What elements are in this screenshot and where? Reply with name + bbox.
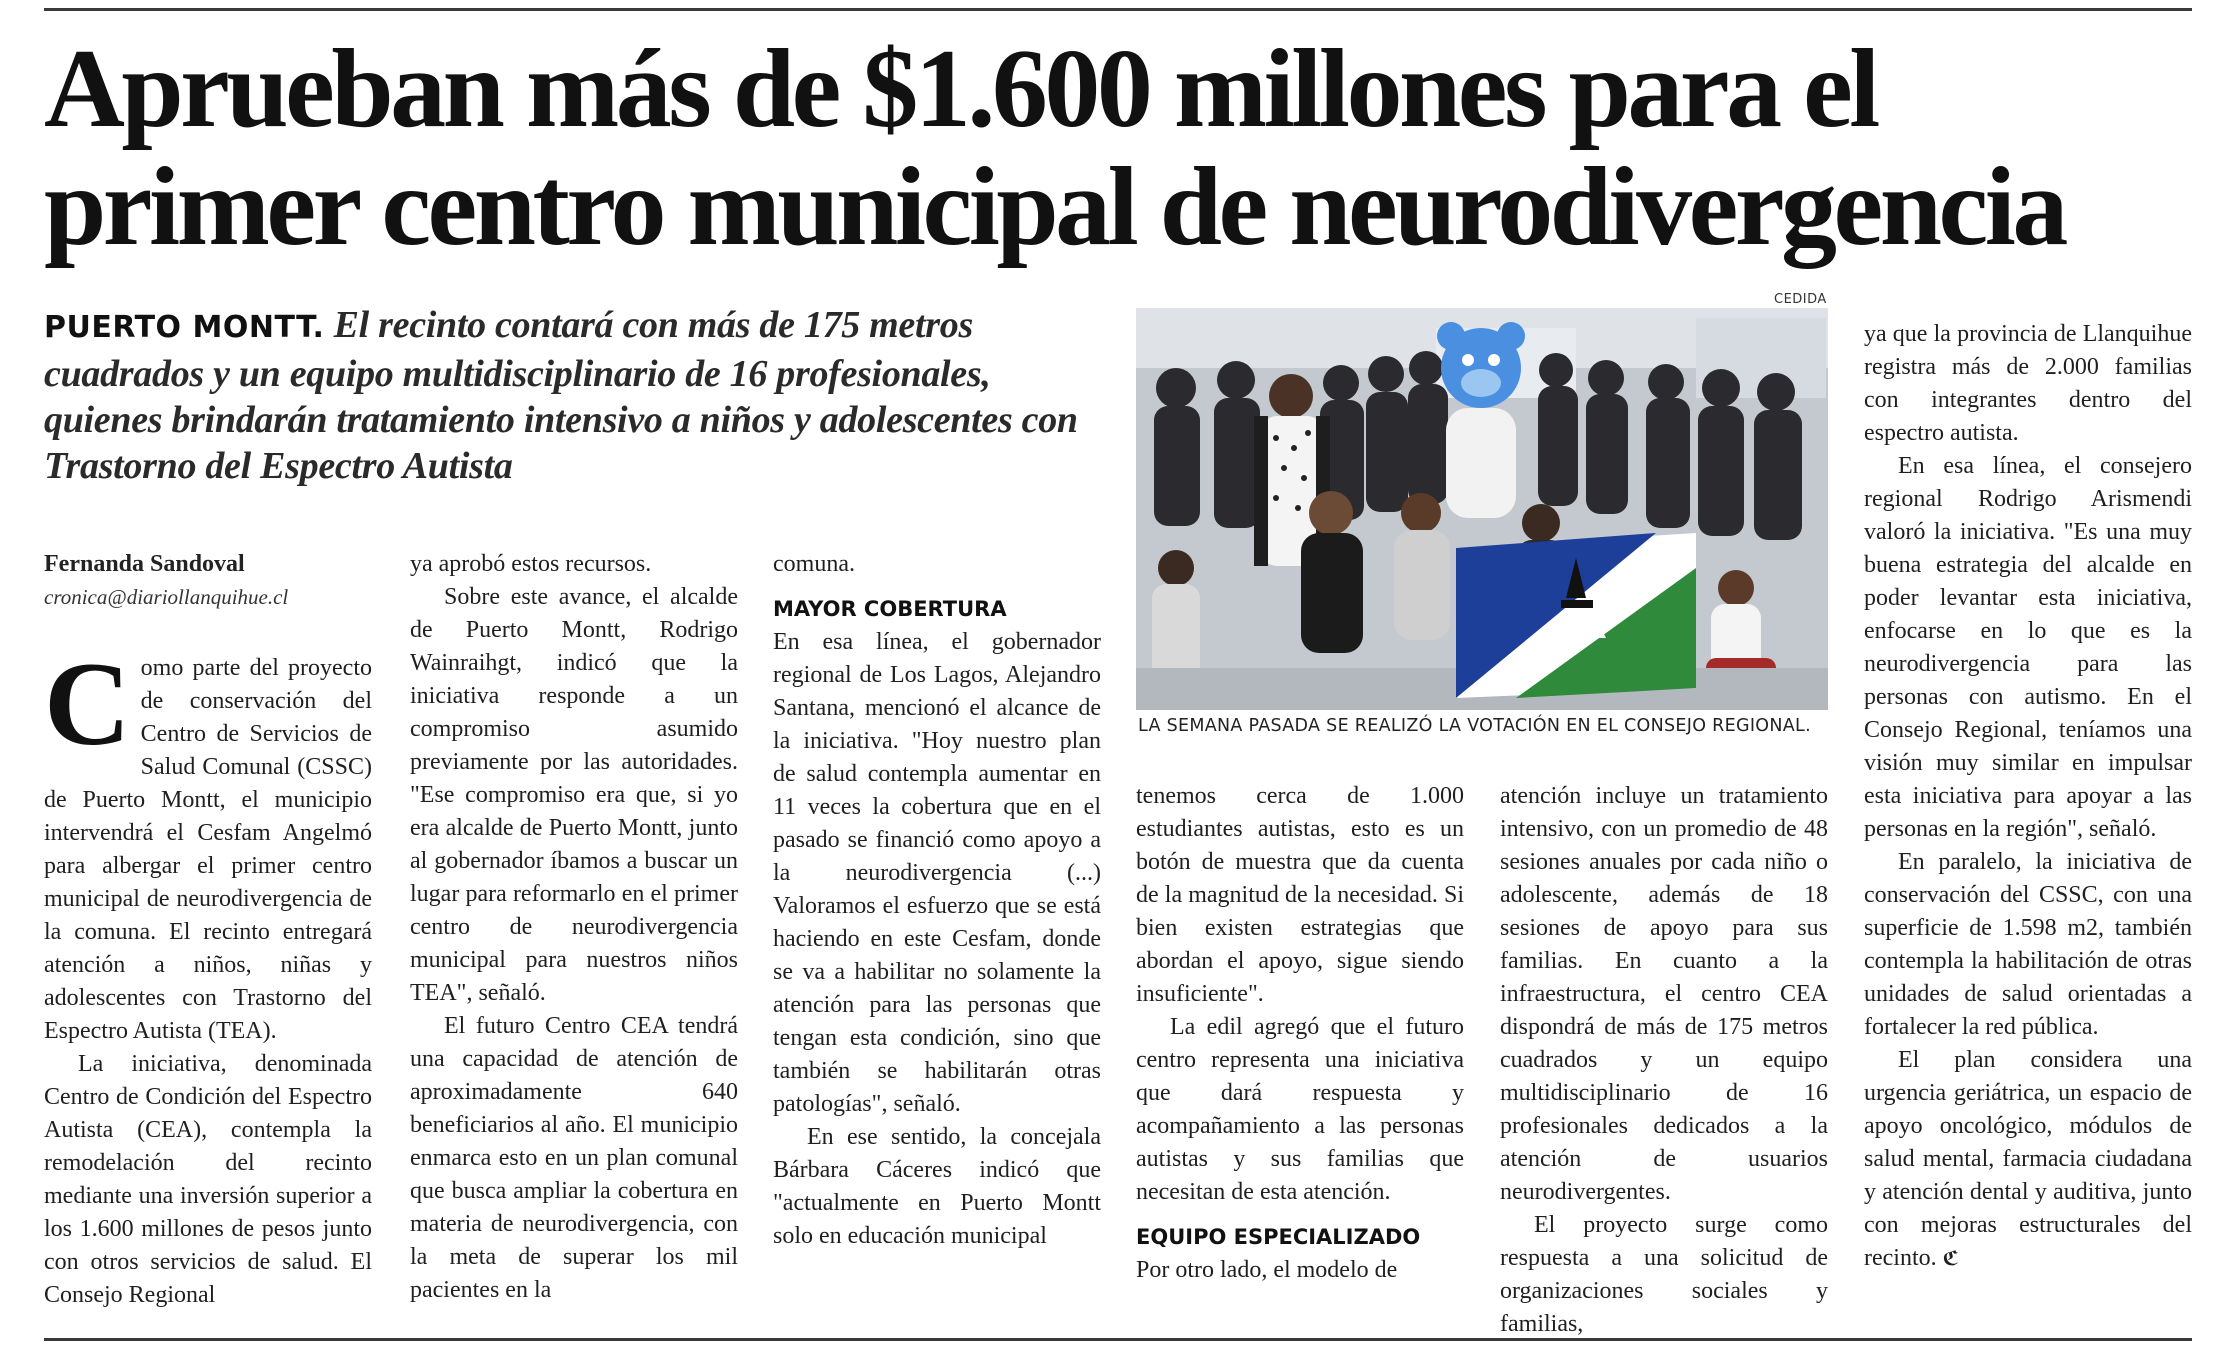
paragraph: Sobre este avance, el alcalde de Puerto Montt, Rodrigo Wainraihgt, indicó que la iniciativa responde a un compromiso asumido previamente por las autoridades. "Ese compromiso era que, si yo era alcalde de Puerto Montt, junto al gobernador íbamos a buscar un lugar para reformarlo en el primer centro de neurodivergencia municipal para nuestros niños TEA", señaló. [410, 584, 738, 1006]
photo-credit: CEDIDA [1774, 292, 1827, 307]
paragraph [44, 637, 372, 1048]
paragraph [1864, 1044, 2192, 1275]
paragraph: ya que la provincia de Llanquihue registra más de 2.000 familias con integrantes dentro del espectro autista. [1864, 321, 2192, 446]
paragraph: En ese sentido, la concejala Bárbara Cáceres indicó que "actualmente en Puerto Montt solo en educación municipal [773, 1124, 1101, 1249]
lead-text: El recinto contará con más de 175 metros cuadrados y un equipo multidisciplinario de 16 profesionales, quienes brindarán tratamiento intensivo a niños y adolescentes con Trastorno del Espectro Autista [44, 304, 1078, 487]
paragraph: En paralelo, la iniciativa de conservación del CSSC, con una superficie de 1.598 m2, también contempla la habilitación de otras unidades de salud orientadas a fortalecer la red pública. [1864, 849, 2192, 1040]
photo-caption: LA SEMANA PASADA SE REALIZÓ LA VOTACIÓN EN EL CONSEJO REGIONAL. [1138, 716, 1811, 736]
article-column-1 [44, 548, 372, 1312]
paragraph: tenemos cerca de 1.000 estudiantes autistas, esto es un botón de muestra que da cuenta de la magnitud de la necesidad. Si bien existen estrategias que abordan el apoyo, sigue siendo insuficiente". [1136, 783, 1464, 1007]
paragraph: La edil agregó que el futuro centro representa una iniciativa que dará respuesta y acompañamiento a las personas autistas y sus familias que necesitan de esta atención. [1136, 1014, 1464, 1205]
paragraph: Por otro lado, el modelo de [1136, 1257, 1398, 1283]
top-rule [44, 8, 2192, 11]
article-column-4 [1136, 780, 1464, 1287]
headline: Aprueban más de $1.600 millones para el primer centro municipal de neurodivergencia [44, 27, 2065, 269]
article-column-5 [1500, 780, 1828, 1341]
paragraph: La iniciativa, denominada Centro de Condición del Espectro Autista (CEA), contempla la remodelación del recinto mediante una inversión superior a los 1.600 millones de pesos junto con otros servicios de salud. El Consejo Regional [44, 1051, 372, 1308]
paragraph: En esa línea, el consejero regional Rodrigo Arismendi valoró la iniciativa. "Es una muy buena estrategia del alcalde en poder levantar esta iniciativa, enfocarse en lo que es la neurodivergencia para las personas con autismo. En el Consejo Regional, teníamos una visión muy similar en impulsar esta iniciativa para apoyar a las personas en la región", señaló. [1864, 453, 2192, 842]
group-photo [1136, 308, 1828, 710]
lead-place: PUERTO MONTT. [44, 310, 325, 345]
paragraph-text: El plan considera una urgencia geriátrica, un espacio de apoyo oncológico, módulos de salud mental, farmacia ciudadana y atención dental y auditiva, junto con mejoras estructurales del recinto. [1864, 1047, 2192, 1271]
byline-name: Fernanda Sandoval [44, 551, 245, 577]
article-column-2 [410, 548, 738, 1307]
byline-email: cronica@diariollanquihue.cl [44, 585, 289, 609]
photo-illustration [1136, 308, 1828, 710]
lead-paragraph [44, 302, 1094, 489]
bottom-rule [44, 1338, 2192, 1341]
subheading-equipo-especializado: EQUIPO ESPECIALIZADO [1136, 1225, 1421, 1249]
paragraph: En esa línea, el gobernador regional de Los Lagos, Alejandro Santana, mencionó el alcance de la iniciativa. "Hoy nuestro plan de salud contempla aumentar en 11 veces la cobertura que en el pasado se financió como apoyo a la neurodivergencia (...) Valoramos el esfuerzo que se está haciendo en este Cesfam, donde se va a habilitar no solamente la atención para las personas que tengan esta condición, sino que también se habilitarán otras patologías", señaló. [773, 629, 1101, 1117]
subheading-mayor-cobertura: MAYOR COBERTURA [773, 597, 1007, 621]
drop-cap: C [44, 637, 131, 770]
paragraph: El proyecto surge como respuesta a una solicitud de organizaciones sociales y familias, [1500, 1212, 1828, 1337]
article-column-6 [1864, 318, 2192, 1275]
paragraph: El futuro Centro CEA tendrá una capacidad de atención de aproximadamente 640 beneficiarios al año. El municipio enmarca esto en un plan comunal que busca ampliar la cobertura en materia de neurodivergencia, con la meta de superar los mil pacientes en la [410, 1013, 738, 1303]
paragraph: ya aprobó estos recursos. [410, 551, 652, 577]
article-column-3 [773, 548, 1101, 1253]
paragraph: comuna. [773, 551, 855, 577]
end-mark-icon: ℭ [1942, 1246, 1960, 1270]
paragraph: atención incluye un tratamiento intensivo, con un promedio de 48 sesiones anuales por cada niño o adolescente, además de 18 sesiones de apoyo para sus familias. En cuanto a la infraestructura, el centro CEA dispondrá de más de 175 metros cuadrados y un equipo multidisciplinario de 16 profesionales dedicados a la atención de usuarios neurodivergentes. [1500, 783, 1828, 1205]
paragraph-text: omo parte del proyecto de conservación del Centro de Servicios de Salud Comunal (CSSC) de Puerto Montt, el municipio intervendrá el Cesfam Angelmó para albergar el primer centro municipal de neurodivergencia de la comuna. El recinto entregará atención a niños, niñas y adolescentes con Trastorno del Espectro Autista (TEA). [44, 655, 372, 1044]
